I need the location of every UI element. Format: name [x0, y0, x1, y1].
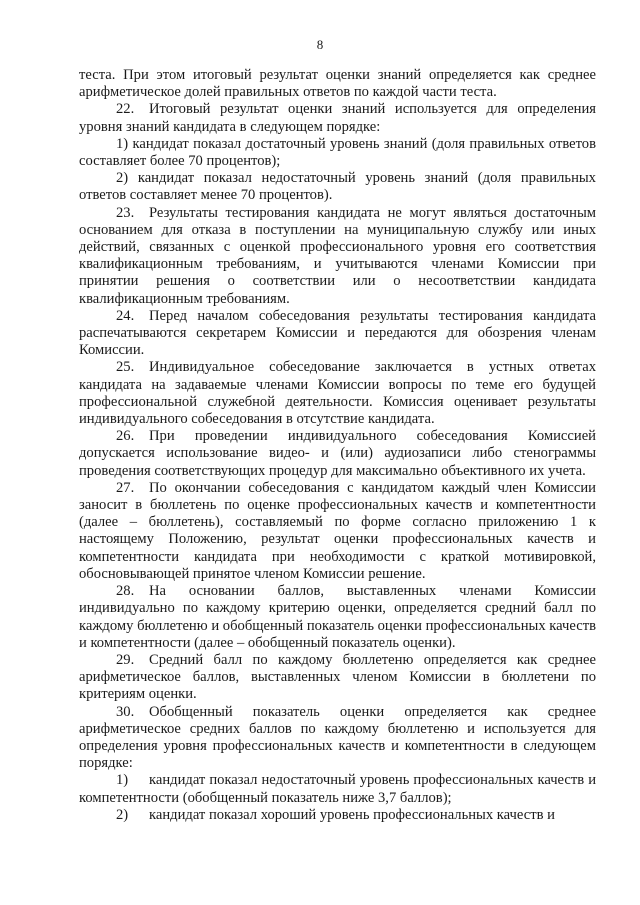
paragraph-30	[79, 704, 596, 773]
paragraph-number: 22.	[116, 101, 135, 118]
list-item	[79, 807, 596, 824]
paragraph-number: 27.	[116, 479, 135, 496]
paragraph-number: 26.	[116, 428, 135, 445]
paragraph-28	[79, 583, 596, 652]
paragraph	[79, 67, 596, 101]
document-body	[79, 67, 596, 824]
list-item-number: 2)	[116, 806, 129, 823]
paragraph-number: 23.	[116, 204, 135, 221]
paragraph-22	[79, 101, 596, 135]
paragraph-text: Индивидуальное собеседование заключается в устных ответах кандидата на задаваемые членами Комиссии вопросы по теме его будущей профессиональной служебной деятельности. Комиссия оценивает результаты индивидуального собеседования в отсутствие кандидата.	[79, 359, 596, 428]
paragraph-number: 30.	[116, 703, 135, 720]
paragraph-text: Средний балл по каждому бюллетеню определяется как среднее арифметическое баллов, выставленных членом Комиссии в бюллетени по критериям оценки.	[79, 651, 596, 703]
list-item-text: кандидат показал хороший уровень профессиональных качеств и	[149, 806, 555, 823]
paragraph-number: 24.	[116, 307, 135, 324]
list-item-number: 1)	[116, 772, 129, 789]
paragraph-number: 28.	[116, 583, 135, 600]
paragraph-text: теста. При этом итоговый результат оценки знаний определяется как среднее арифметическое долей правильных ответов по каждой части теста.	[79, 67, 596, 101]
list-item-number: 2)	[116, 170, 129, 187]
paragraph-25	[79, 359, 596, 428]
paragraph-26	[79, 428, 596, 480]
paragraph-23	[79, 205, 596, 308]
paragraph-text: Обобщенный показатель оценки определяется как среднее арифметическое средних баллов по каждому бюллетеню и используется для определения уровня профессиональных качеств и компетентности в следующем порядке:	[79, 703, 596, 772]
paragraph-number: 25.	[116, 359, 135, 376]
paragraph-text: Перед началом собеседования результаты тестирования кандидата распечатываются секретарем Комиссии и передаются для обозрения членам Комиссии.	[79, 307, 596, 359]
list-item-text: кандидат показал недостаточный уровень профессиональных качеств и компетентности (обобщенный показатель ниже 3,7 баллов);	[79, 772, 596, 806]
list-item	[79, 170, 596, 204]
list-item-text: кандидат показал недостаточный уровень знаний (доля правильных ответов составляет менее 70 процентов).	[79, 170, 596, 204]
list-item	[79, 136, 596, 170]
paragraph-text: По окончании собеседования с кандидатом каждый член Комиссии заносит в бюллетень по оценке профессиональных качеств и компетентности (далее – бюллетень), составляемый по форме согласно приложению 1 к настоящему Положению, результат оценки профессиональных качеств и компетентности кандидата при необходимости с краткой мотивировкой, обосновывающей принятое членом Комиссии решение.	[79, 479, 596, 582]
paragraph-text: На основании баллов, выставленных членами Комиссии индивидуально по каждому критерию оценки, определяется средний балл по каждому бюллетеню и обобщенный показатель оценки профессиональных качеств и компетентности (далее – обобщенный показатель оценки).	[79, 583, 596, 651]
paragraph-24	[79, 308, 596, 360]
paragraph-text: Результаты тестирования кандидата не могут являться достаточным основанием для отказа в поступлении на муниципальную службу или иных действий, связанных с оценкой профессионального уровня его соответствия квалификационным требованиям, и учитываются членами Комиссии при принятии решения о соответствии или о несоответствии кандидата квалификационным требованиям.	[79, 204, 596, 307]
paragraph-text: Итоговый результат оценки знаний используется для определения уровня знаний кандидата в следующем порядке:	[79, 101, 596, 135]
paragraph-29	[79, 652, 596, 704]
page-number: 8	[316, 37, 324, 52]
paragraph-27	[79, 480, 596, 583]
paragraph-text: При проведении индивидуального собеседования Комиссией допускается использование видео- и (или) аудиозаписи либо стенограммы проведения соответствующих процедур для максимально объективного их учета.	[79, 428, 596, 479]
list-item	[79, 772, 596, 806]
list-item-number: 1)	[116, 135, 129, 152]
list-item-text: кандидат показал достаточный уровень знаний (доля правильных ответов составляет более 70 процентов);	[79, 135, 596, 170]
paragraph-number: 29.	[116, 651, 135, 668]
